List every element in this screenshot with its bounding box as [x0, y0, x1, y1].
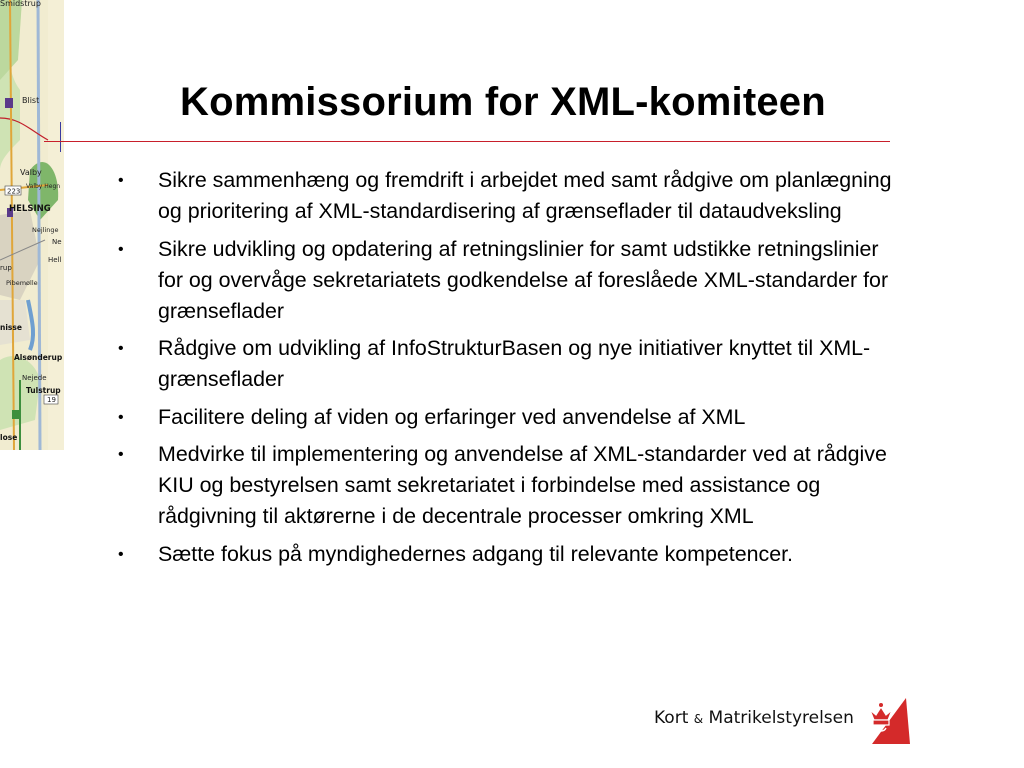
- bullet-text: Sikre sammenhæng og fremdrift i arbejdet med samt rådgive om planlægning og prioritering af XML-standardisering af grænseflader til dataudveksling: [158, 168, 892, 223]
- map-label-nisse: nisse: [0, 323, 22, 332]
- crown-triangle-icon: [866, 694, 912, 746]
- logo-name-part1: Kort: [654, 708, 689, 728]
- map-label-hell: Hell: [48, 256, 62, 264]
- bullet-icon: •: [118, 240, 124, 258]
- map-label-pibemolle: Pibemølle: [6, 279, 38, 287]
- bullet-item: [118, 439, 898, 532]
- bullet-text: Rådgive om udvikling af InfoStrukturBasen og nye initiativer knyttet til XML-grænseflader: [158, 336, 871, 391]
- map-image: [0, 0, 64, 450]
- organization-logo: [652, 694, 912, 746]
- bullet-icon: •: [118, 340, 124, 357]
- bullet-icon: •: [118, 446, 124, 463]
- logo-ampersand: &: [693, 712, 704, 726]
- map-decoration: [0, 0, 64, 450]
- slide-title: Kommissorium for XML-komiteen: [180, 80, 826, 124]
- map-label-alsonderup: Alsønderup: [14, 353, 63, 362]
- map-label-helsinge: HELSING: [9, 204, 51, 214]
- map-label-road-223: 223: [7, 187, 21, 196]
- title-divider: [44, 141, 890, 142]
- bullet-text: Medvirke til implementering og anvendelse af XML-standarder ved at rådgive KIU og bestyrelsen samt sekretariatet i forbindelse med assistance og rådgivning til aktørerne i de decentrale processer omkring XML: [158, 442, 887, 528]
- bullet-item: [118, 165, 898, 227]
- bullet-item: [118, 539, 898, 570]
- map-label-tulstrup: Tulstrup: [26, 386, 61, 395]
- map-label-lose: lose: [0, 433, 18, 442]
- bullet-text: Facilitere deling af viden og erfaringer ved anvendelse af XML: [158, 404, 746, 429]
- bullet-text: Sikre udvikling og opdatering af retningslinier for samt udstikke retningslinier for og overvåge sekretariatets godkendelse af foreslåede XML-standarder for grænseflader: [158, 236, 889, 323]
- map-label-valby: Valby: [20, 168, 42, 177]
- logo-name-part2: Matrikelstyrelsen: [708, 708, 854, 728]
- bullet-list: [118, 165, 898, 576]
- map-label-road-19: 19: [47, 396, 56, 404]
- bullet-text: Sætte fokus på myndighedernes adgang til relevante kompetencer.: [158, 541, 793, 566]
- bullet-icon: •: [118, 172, 124, 189]
- map-label-ne: Ne: [52, 238, 62, 246]
- bullet-icon: •: [118, 545, 124, 563]
- bullet-item: [118, 402, 898, 433]
- map-label-rup: rup: [0, 264, 12, 272]
- bullet-item: [118, 333, 898, 395]
- rule-accent-mark: [60, 122, 61, 152]
- logo-wordmark: [654, 708, 854, 728]
- map-label-valby-hegn: Valby Hegn: [26, 183, 61, 190]
- map-label-smidstrup: Smidstrup: [0, 0, 41, 8]
- bullet-icon: •: [118, 408, 124, 426]
- map-label-nejlinge: Nejlinge: [32, 226, 59, 234]
- map-label-nejede: Nejede: [22, 374, 47, 382]
- bullet-item: [118, 234, 898, 327]
- map-label-blist: Blist: [22, 96, 40, 105]
